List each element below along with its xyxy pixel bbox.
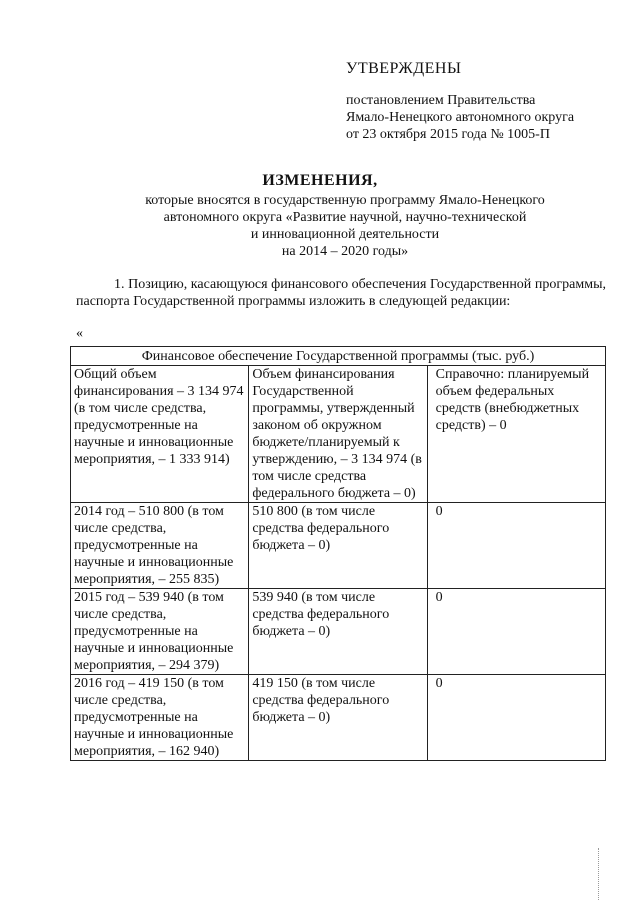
table-caption: Финансовое обеспечение Государственной программы (тыс. руб.) [71, 347, 606, 366]
decree-line: от 23 октября 2015 года № 1005-П [346, 127, 550, 142]
total-funding-cell: Общий объем финансирования – 3 134 974 (в том числе средства, предусмотренные на научные и инновационные мероприятия, – 1 333 914) [71, 366, 249, 503]
subtitle-line: автономного округа «Развитие научной, научно-технической [163, 210, 527, 225]
budget-funding-cell: Объем финансирования Государственной программы, утвержденный законом об окружном бюджете/планируемый к утверждению, – 3 134 974 (в том числе средства федерального бюджета – 0) [249, 366, 427, 503]
table-row [71, 503, 606, 589]
year-total-cell: 2015 год – 539 940 (в том числе средства, предусмотренные на научные и инновационные мероприятия, – 294 379) [71, 589, 249, 675]
approved-heading: УТВЕРЖДЕНЫ [346, 60, 462, 77]
federal-funding-cell: Справочно: планируемый объем федеральных средств (внебюджетных средств) – 0 [427, 366, 605, 503]
scan-margin-mark [598, 848, 601, 900]
year-budget-cell: 510 800 (в том числе средства федерального бюджета – 0) [249, 503, 427, 589]
paragraph-text: 1. Позицию, касающуюся финансового обеспечения Государственной программы, паспорта Государственной программы изложить в следующей редакции: [76, 277, 606, 309]
document-subtitle [110, 192, 580, 260]
body-paragraph [76, 276, 606, 310]
subtitle-line: и инновационной деятельности [250, 227, 440, 242]
year-budget-cell: 539 940 (в том числе средства федерального бюджета – 0) [249, 589, 427, 675]
table-row [71, 589, 606, 675]
decree-line: постановлением Правительства [346, 93, 536, 108]
year-federal-cell: 0 [427, 589, 605, 675]
subtitle-line: на 2014 – 2020 годы» [281, 244, 409, 259]
open-quote: « [76, 326, 83, 341]
year-total-cell: 2016 год – 419 150 (в том числе средства, предусмотренные на научные и инновационные мероприятия, – 162 940) [71, 675, 249, 761]
year-total-cell: 2014 год – 510 800 (в том числе средства, предусмотренные на научные и инновационные мероприятия, – 255 835) [71, 503, 249, 589]
year-federal-cell: 0 [427, 675, 605, 761]
document-title: ИЗМЕНЕНИЯ, [262, 172, 378, 189]
decree-reference [346, 92, 616, 143]
table-header-row [71, 366, 606, 503]
table-row [71, 675, 606, 761]
subtitle-line: которые вносятся в государственную программу Ямало-Ненецкого [145, 193, 545, 208]
financing-table [70, 346, 606, 761]
year-budget-cell: 419 150 (в том числе средства федерального бюджета – 0) [249, 675, 427, 761]
decree-line: Ямало-Ненецкого автономного округа [346, 110, 575, 125]
year-federal-cell: 0 [427, 503, 605, 589]
